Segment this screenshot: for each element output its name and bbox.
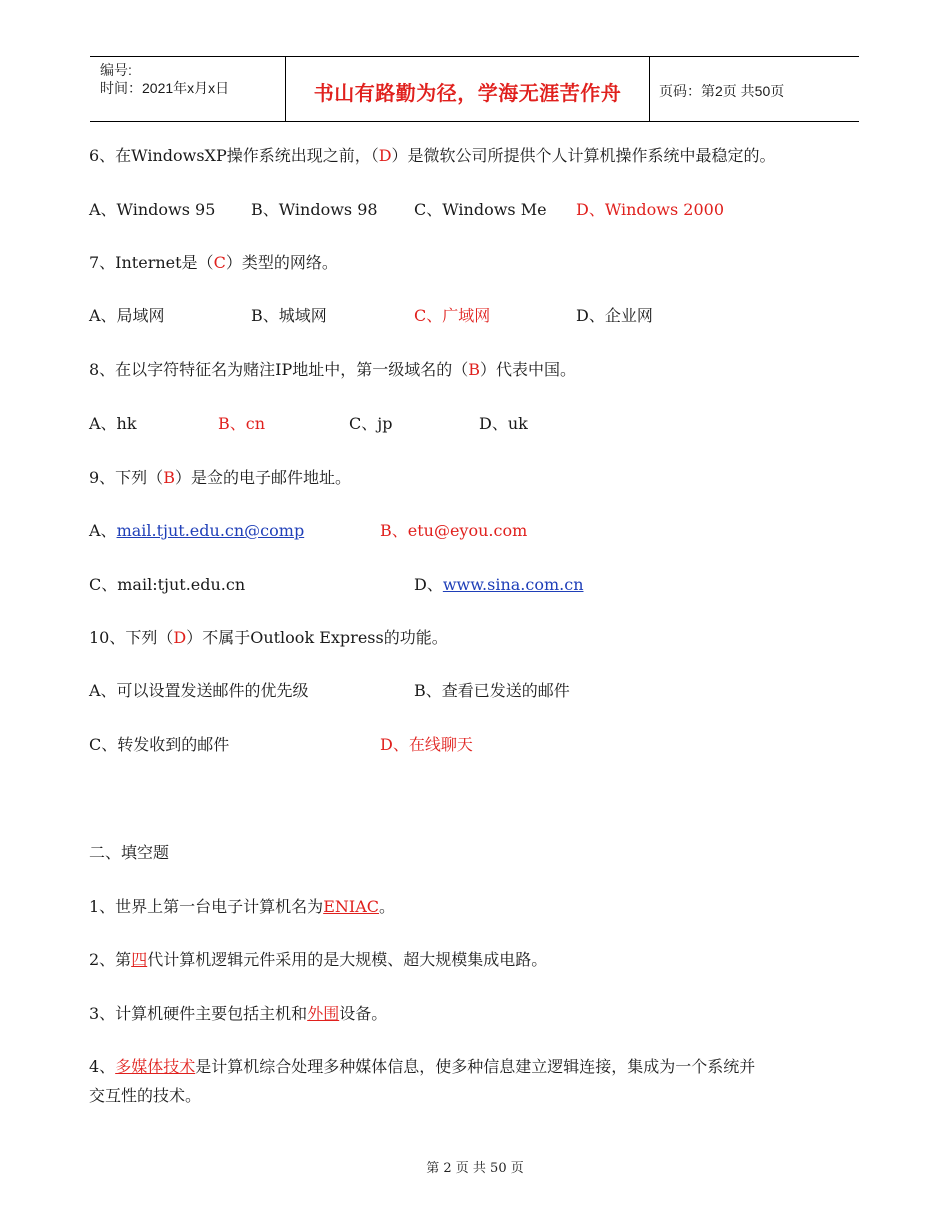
- section-title: 二、填空题: [89, 843, 170, 862]
- fill-question-2: [89, 950, 547, 970]
- question-text: 7、Internet是（: [89, 253, 214, 272]
- option-c: C、mail:tjut.edu.cn: [89, 575, 246, 594]
- fill-answer: 外围: [307, 1004, 340, 1023]
- answer-mark: C: [213, 253, 226, 272]
- option-d: D、企业网: [576, 306, 653, 325]
- answer-mark: D: [378, 146, 392, 165]
- question-6: [89, 146, 776, 166]
- question-text: 8、在以字符特征名为赌注IP地址中，第一级域名的（: [89, 360, 469, 379]
- question-text: ）是微软公司所提供个人计算机操作系统中最稳定的。: [391, 146, 776, 165]
- question-8: [89, 360, 576, 380]
- fill-answer: ENIAC: [323, 897, 379, 916]
- header-page-info: 页码：第2页 共50页: [659, 83, 785, 99]
- option-d: D、uk: [479, 414, 528, 433]
- question-text: 3、计算机硬件主要包括主机和: [89, 1004, 308, 1023]
- header-motto: 书山有路勤为径，学海无涯苦作舟: [313, 83, 622, 105]
- fill-question-4: [89, 1057, 755, 1077]
- fill-answer: 多媒体技术: [115, 1057, 196, 1076]
- header-meta-cell: [90, 57, 286, 121]
- answer-mark: B: [163, 468, 175, 487]
- question-7: [89, 253, 338, 273]
- question-text: 代计算机逻辑元件采用的是大规模、超大规模集成电路。: [147, 950, 548, 969]
- question-text: 1、世界上第一台电子计算机名为: [89, 897, 324, 916]
- option-a: A、hk: [89, 414, 137, 433]
- fill-answer: 四: [131, 950, 148, 969]
- question-text: ）类型的网络。: [225, 253, 338, 272]
- option-b: B、Windows 98: [251, 200, 378, 219]
- question-text: 设备。: [339, 1004, 388, 1023]
- option-a: A、局域网: [89, 306, 165, 325]
- option-c: C、Windows Me: [414, 200, 547, 219]
- question-text: 4、: [89, 1057, 116, 1076]
- page-footer: 第 2 页 共 50 页: [426, 1161, 524, 1176]
- header-page-cell: [650, 57, 859, 121]
- page-header: [90, 56, 859, 122]
- header-motto-cell: [286, 57, 650, 121]
- option-a: A、可以设置发送邮件的优先级: [89, 681, 309, 700]
- question-text: ）不属于Outlook Express的功能。: [186, 628, 448, 647]
- answer-mark: D: [173, 628, 187, 647]
- option-d: [414, 575, 584, 595]
- option-b: B、城域网: [251, 306, 327, 325]
- option-d-correct: D、Windows 2000: [576, 200, 725, 219]
- fill-question-1: [89, 897, 395, 917]
- answer-mark: B: [468, 360, 481, 379]
- option-c: C、jp: [349, 414, 393, 433]
- option-prefix: A、: [89, 521, 117, 540]
- option-b: B、查看已发送的邮件: [414, 681, 570, 700]
- question-9: [89, 468, 351, 488]
- website-link-d[interactable]: www.sina.com.cn: [442, 575, 584, 594]
- option-c-correct: C、广域网: [414, 306, 491, 325]
- question-10: [89, 628, 448, 648]
- question-text: ）是佥的电子邮件地址。: [174, 468, 351, 487]
- option-a: A、Windows 95: [89, 200, 216, 219]
- option-d-correct: D、在线聊天: [380, 735, 473, 754]
- option-prefix: D、: [414, 575, 443, 594]
- fill-question-3: [89, 1004, 387, 1024]
- header-time-label: 时间：2021年x月x日: [100, 80, 230, 96]
- question-text: 9、下列（: [89, 468, 164, 487]
- question-text: 是计算机综合处理多种媒体信息，使多种信息建立逻辑连接，集成为一个系统并: [195, 1057, 756, 1076]
- option-b-correct: B、etu@eyou.com: [380, 521, 528, 540]
- email-link-a[interactable]: mail.tjut.edu.cn@comp: [116, 521, 305, 540]
- header-number-label: 编号:: [100, 62, 132, 78]
- option-a: [89, 521, 304, 541]
- question-text: 。: [378, 897, 395, 916]
- fill-question-4-continued: 交互性的技术。: [89, 1086, 202, 1105]
- question-text: ）代表中国。: [480, 360, 577, 379]
- question-text: 10、下列（: [89, 628, 174, 647]
- option-b-correct: B、cn: [218, 414, 266, 433]
- question-text: 6、在WindowsXP操作系统出现之前，（: [89, 146, 379, 165]
- option-c: C、转发收到的邮件: [89, 735, 230, 754]
- question-text: 2、第: [89, 950, 132, 969]
